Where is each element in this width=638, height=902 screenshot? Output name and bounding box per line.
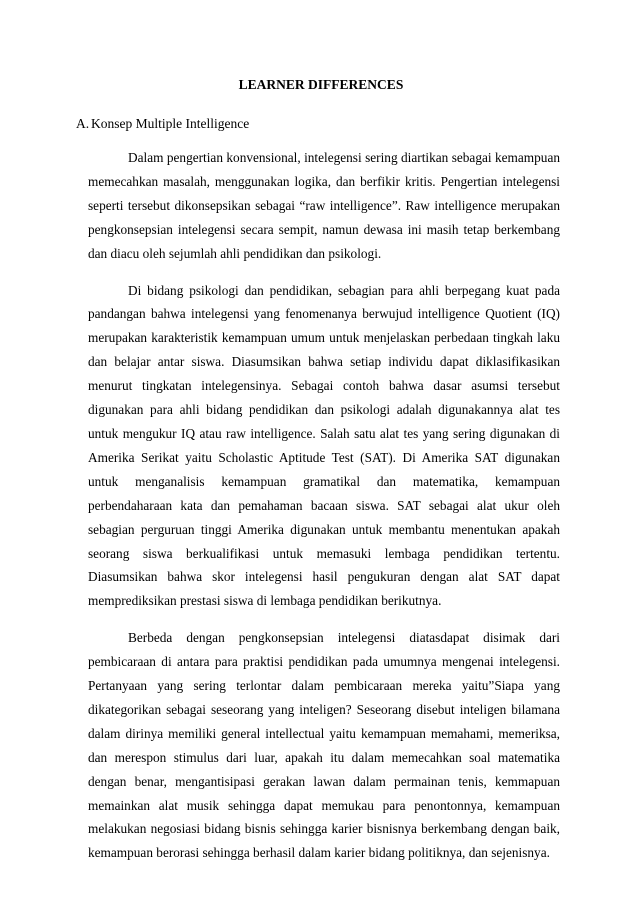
paragraph-3: Berbeda dengan pengkonsepsian intelegensi diatasdapat disimak dari pembicaraan di antara para praktisi pendidikan pada umumnya mengenai intelegensi. Pertanyaan yang sering terlontar dalam pembicaraan mereka yaitu”Siapa yang dikategorikan sebagai seseorang yang inteligen? Seseorang disebut inteligen bilamana dalam dirinya memiliki general intellectual yaitu kemampuan memahami, memeriksa, dan merespon stimulus dari luar, apakah itu dalam memecahkan soal matematika dengan benar, mengantisipasi gerakan lawan dalam permainan tenis, kemmapuan memainkan alat musik sehingga dapat memukau para penontonnya, kemampuan melakukan negosiasi bidang bisnis sehingga karier bisnisnya berkembang dengan baik, kemampuan berorasi sehingga berhasil dalam karier bidang politiknya, dan sejenisnya. [88, 630, 560, 861]
body-text [88, 146, 560, 878]
section-letter: A. [76, 116, 90, 131]
section-heading [76, 116, 249, 132]
paragraph-2: Di bidang psikologi dan pendidikan, sebagian para ahli berpegang kuat pada pandangan bahwa intelegensi yang fenomenanya berwujud intelligence Quotient (IQ) merupakan karakteristik kemampuan umum untuk menjelaskan perbedaan tingkah laku dan belajar antar siswa. Diasumsikan bahwa setiap individu dapat diklasifikasikan menurut tingkatan intelegensinya. Sebagai contoh bahwa dasar asumsi tersebut digunakan para ahli bidang pendidikan dan psikologi adalah digunakannya alat tes untuk mengukur IQ atau raw intelligence. Salah satu alat tes yang sering digunakan di Amerika Serikat yaitu Scholastic Aptitude Test (SAT). Di Amerika SAT digunakan untuk menganalisis kemampuan gramatikal dan matematika, kemampuan perbendaharaan kata dan pemahaman bacaan siswa. SAT sebagai alat ukur oleh sebagian perguruan tinggi Amerika digunakan untuk membantu menentukan apakah seorang siswa berkualifikasi untuk memasuki lembaga pendidikan tertentu. Diasumsikan bahwa skor intelegensi hasil pengukuran dengan alat SAT dapat memprediksikan prestasi siswa di lembaga pendidikan berikutnya. [88, 282, 560, 609]
paragraph-1: Dalam pengertian konvensional, intelegensi sering diartikan sebagai kemampuan memecahkan masalah, menggunakan logika, dan berfikir kritis. Pengertian intelegensi seperti tersebut dikonsepsikan sebagai “raw intelligence”. Raw intelligence merupakan pengkonsepsian intelegensi secara sempit, namun dewasa ini masih tetap berkembang dan diacu oleh sejumlah ahli pendidikan dan psikologi. [88, 150, 560, 261]
section-heading-text: Konsep Multiple Intelligence [91, 116, 250, 131]
document-title: LEARNER DIFFERENCES [238, 77, 404, 92]
